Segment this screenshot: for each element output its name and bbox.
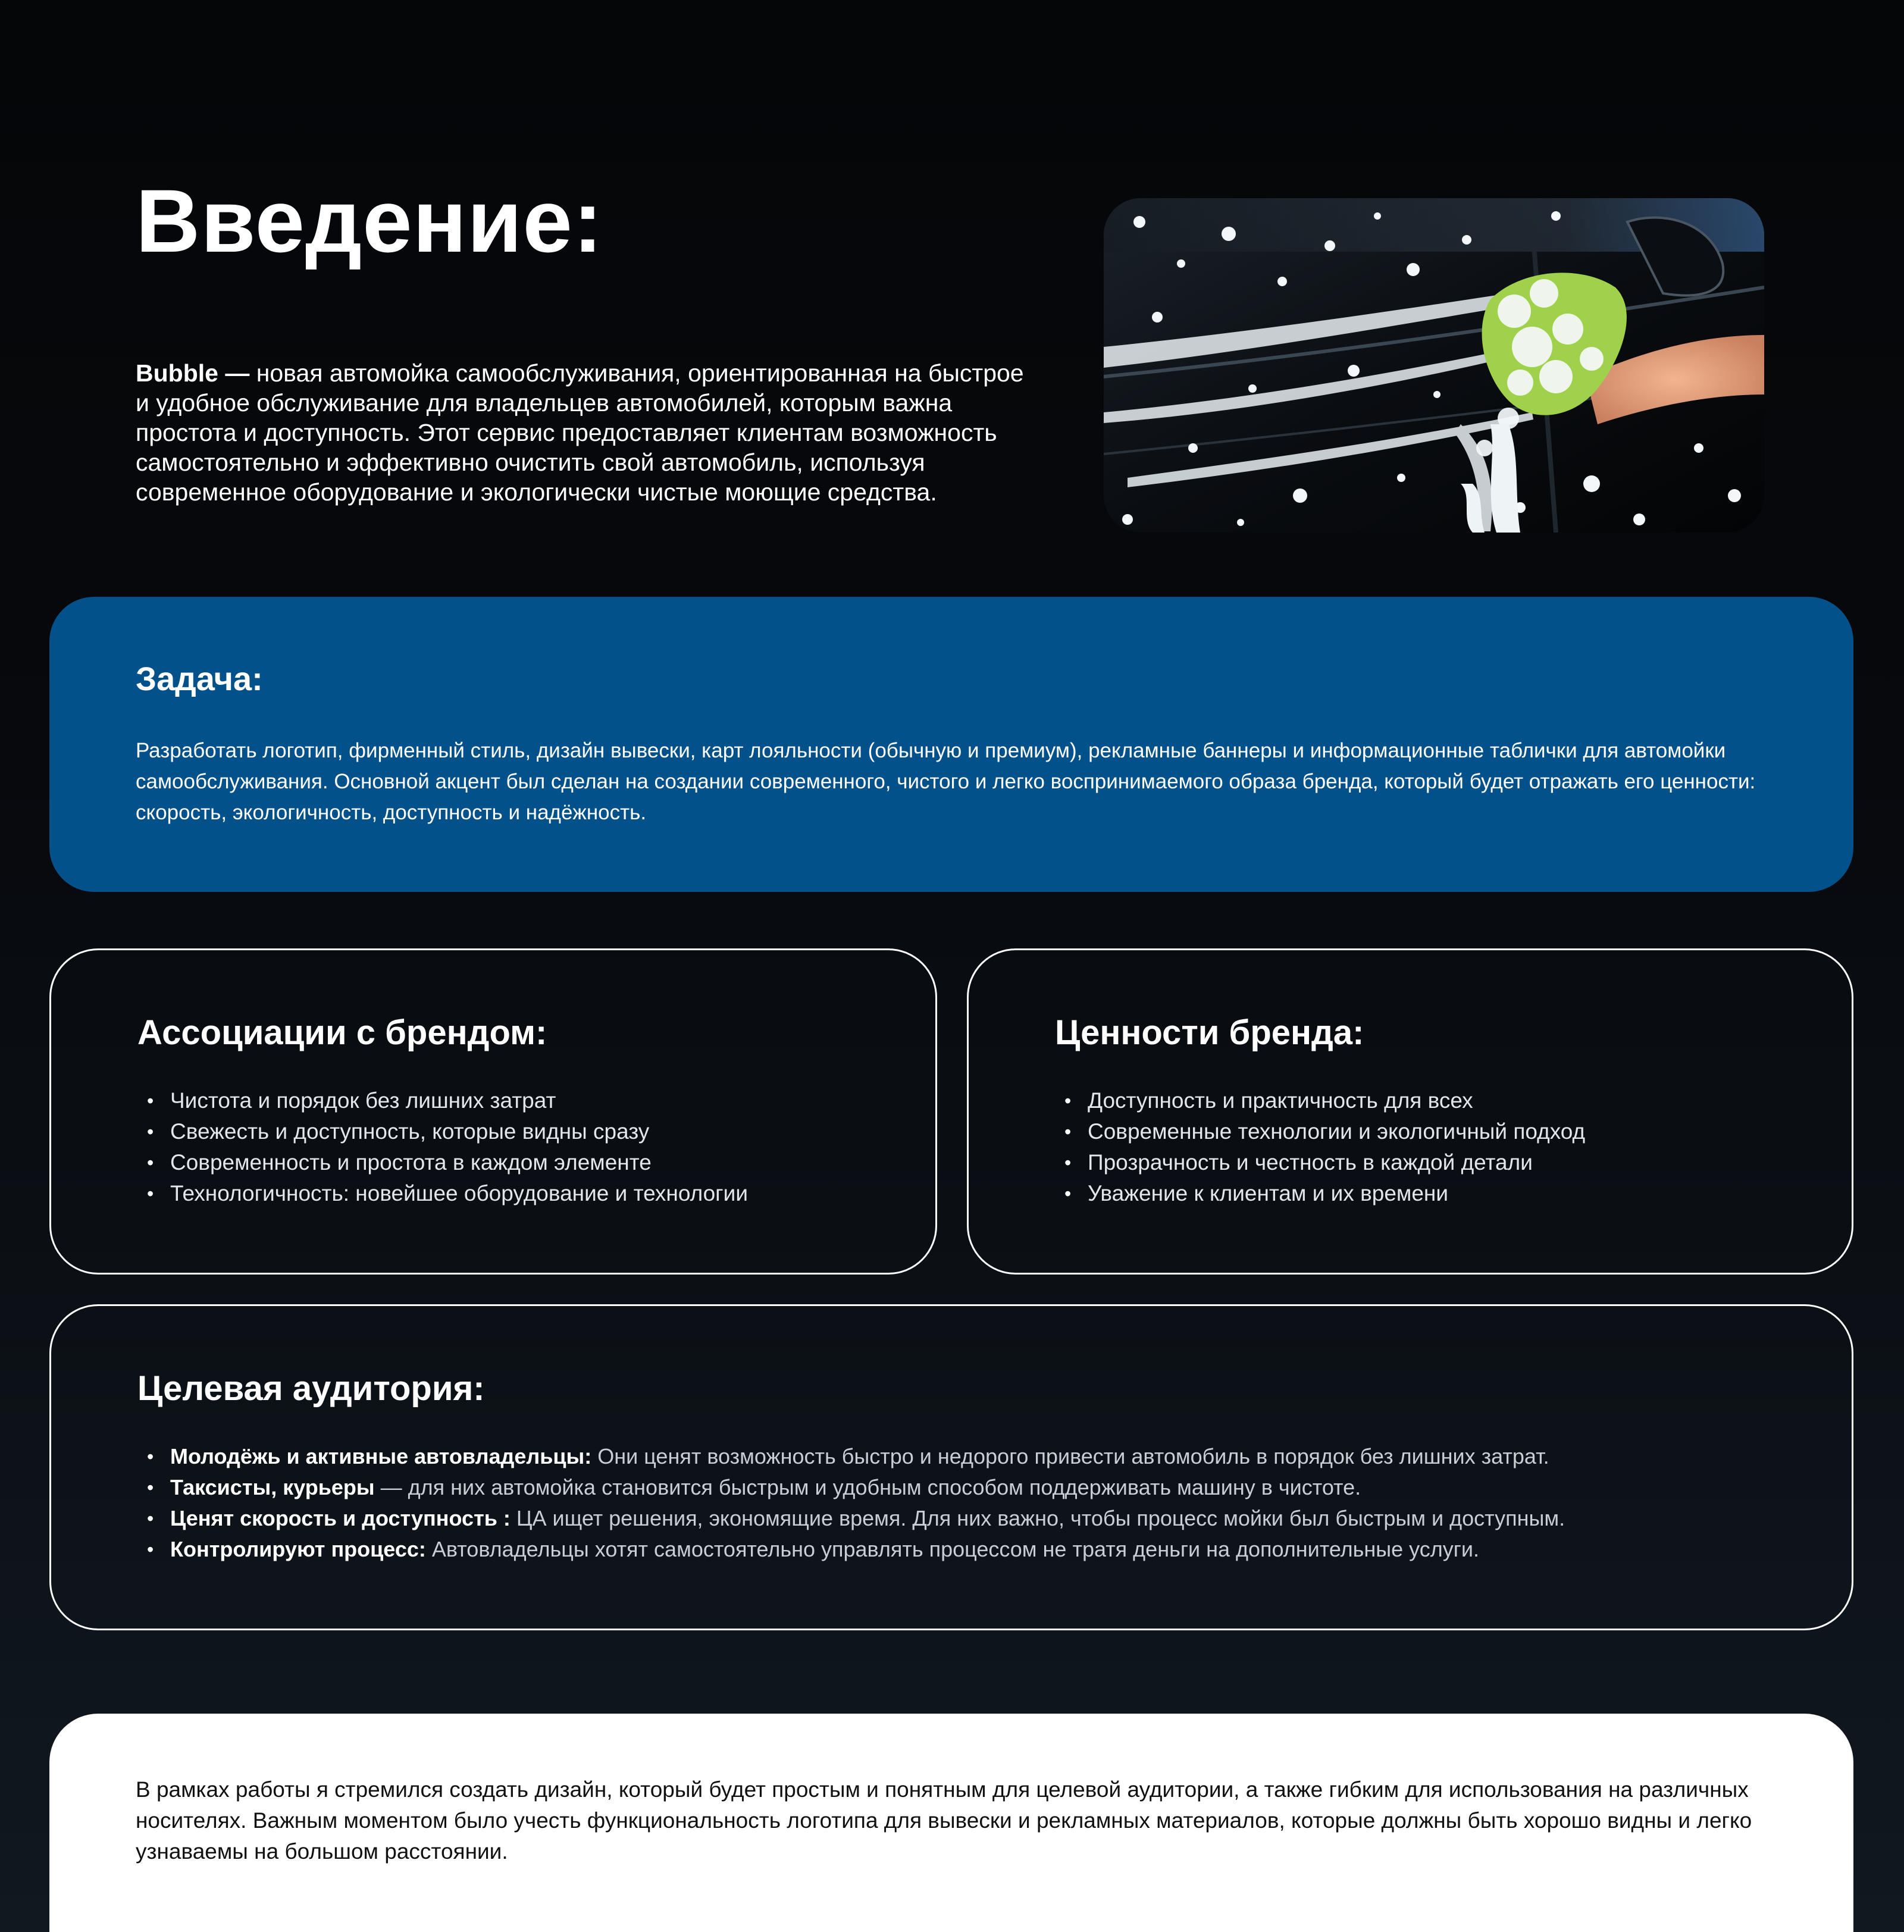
car-wash-illustration [1104,198,1764,533]
page-title: Введение: [136,171,603,271]
values-card [967,948,1853,1275]
task-card [49,597,1853,892]
associations-card [49,948,937,1275]
audience-segment: Таксисты, курьеры [170,1475,375,1499]
task-title: Задача: [136,660,263,697]
list-item: • Свежесть и доступность, которые видны сразу [137,1116,748,1147]
associations-list [137,1085,748,1209]
intro-description: новая автомойка самообслуживания, ориентированная на быстрое и удобное обслуживание для владельцев автомобилей, которым важна простота и доступность. Этот сервис предоставляет клиентам возможность самостоятельно и эффективно очистить свой автомобиль, используя современное оборудование и экологически чистые моющие средства. [136,359,1024,506]
audience-segment: Молодёжь и активные автовладельцы: [170,1444,592,1468]
intro-paragraph [136,358,1040,507]
associations-title: Ассоциации с брендом: [137,1013,547,1052]
audience-description: Они ценят возможность быстро и недорого привести автомобиль в порядок без лишних затрат. [591,1444,1549,1468]
list-item [137,1472,1565,1503]
list-item: • Уважение к клиентам и их времени [1055,1178,1585,1209]
audience-card [49,1304,1853,1630]
conclusion-text: В рамках работы я стремился создать дизайн, который будет простым и понятным для целевой аудитории, а также гибким для использования на различных носителях. Важным моментом было учесть функциональность логотипа для вывески и рекламных материалов, которые должны быть хорошо видны и легко узнаваемы на большом расстоянии. [136,1777,1752,1864]
values-title: Ценности бренда: [1055,1013,1364,1052]
list-item: • Технологичность: новейшее оборудование и технологии [137,1178,748,1209]
car-wash-photo [1104,198,1764,533]
list-item: • Прозрачность и честность в каждой детали [1055,1147,1585,1178]
audience-description: — для них автомойка становится быстрым и удобным способом поддерживать машину в чистоте. [374,1475,1361,1499]
audience-list [137,1441,1565,1565]
audience-segment: Ценят скорость и доступность : [170,1506,511,1530]
list-item [137,1441,1565,1472]
audience-description: Автовладельцы хотят самостоятельно управлять процессом не тратя деньги на дополнительные услуги. [425,1537,1480,1561]
audience-segment: Контролируют процесс: [170,1537,426,1561]
list-item: • Чистота и порядок без лишних затрат [137,1085,748,1116]
list-item: • Современность и простота в каждом элементе [137,1147,748,1178]
list-item [137,1534,1565,1565]
brand-name: Bubble — [136,359,250,387]
values-list [1055,1085,1585,1209]
list-item: • Современные технологии и экологичный подход [1055,1116,1585,1147]
conclusion-card [49,1714,1853,1932]
task-description: Разработать логотип, фирменный стиль, дизайн вывески, карт лояльности (обычную и премиум), рекламные баннеры и информационные таблички для автомойки самообслуживания. Основной акцент был сделан на создании современного, чистого и легко воспринимаемого образа бренда, который будет отражать его ценности: скорость, экологичность, доступность и надёжность. [136,739,1756,824]
audience-title: Целевая аудитория: [137,1369,485,1408]
audience-description: ЦА ищет решения, экономящие время. Для них важно, чтобы процесс мойки был быстрым и доступным. [510,1506,1565,1530]
list-item [137,1503,1565,1534]
list-item: • Доступность и практичность для всех [1055,1085,1585,1116]
